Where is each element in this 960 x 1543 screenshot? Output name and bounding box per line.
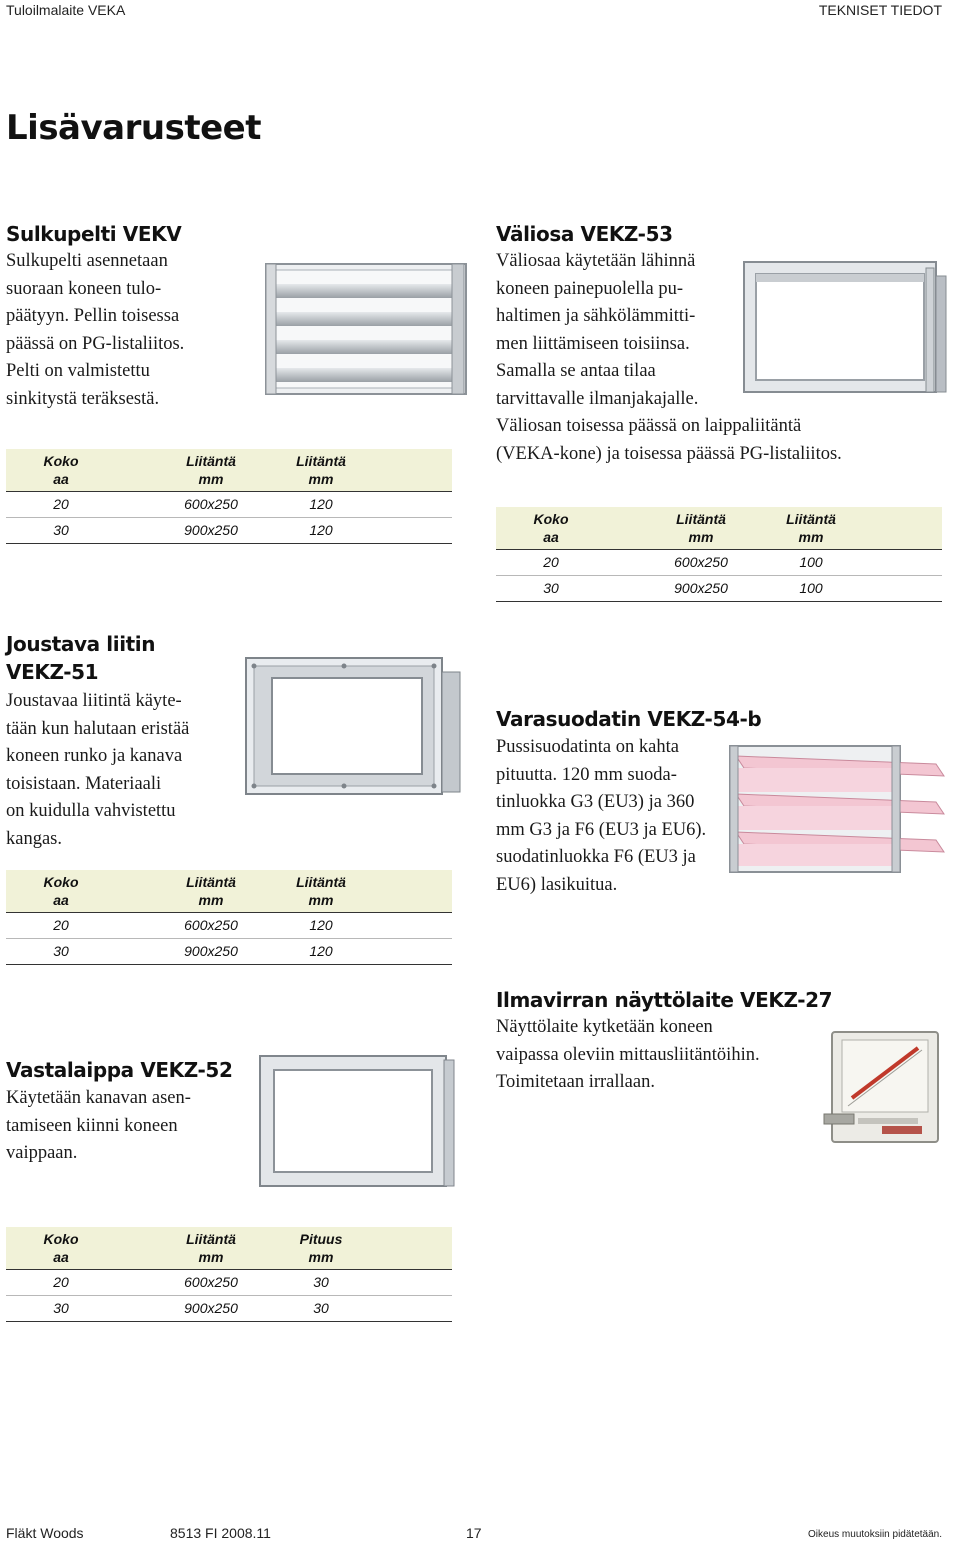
text-line: koneen runko ja kanava bbox=[6, 746, 183, 766]
section-text-vekz51 bbox=[6, 688, 189, 853]
table-header-spacer bbox=[376, 870, 452, 913]
section-title-vekz27: Ilmavirran näyttölaite VEKZ-27 bbox=[496, 988, 833, 1012]
text-line: tinluokka G3 (EU3) ja 360 bbox=[496, 792, 695, 812]
table-header-row bbox=[6, 449, 452, 492]
text-line: päässä on PG-listaliitos. bbox=[6, 333, 185, 354]
text-line: toisistaan. Materiaali bbox=[6, 773, 162, 794]
text-line: men liittämiseen toisiinsa. bbox=[496, 333, 690, 354]
footer-page-number: 17 bbox=[466, 1525, 482, 1541]
table-row: 30 900x250 120 bbox=[6, 518, 452, 544]
table-row: 30 900x250 120 bbox=[6, 939, 452, 965]
table-header: Liitäntä mm bbox=[156, 870, 266, 913]
text-line: Sulkupelti asennetaan bbox=[6, 251, 168, 271]
flexible-connector-image bbox=[242, 652, 464, 802]
text-line: Samalla se antaa tilaa bbox=[496, 361, 656, 381]
footer-note: Oikeus muutoksiin pidätetään. bbox=[808, 1529, 942, 1540]
table-header: Liitäntä mm bbox=[266, 449, 376, 492]
damper-image bbox=[262, 258, 474, 400]
table-header: Pituus mm bbox=[266, 1227, 376, 1270]
table-header-row bbox=[6, 1227, 452, 1270]
table-header: Kokoaa bbox=[496, 507, 646, 550]
table-header: Liitäntä mm bbox=[756, 507, 866, 550]
table-row: 20 600x250 30 bbox=[6, 1270, 452, 1296]
spec-table-vekv bbox=[6, 449, 452, 544]
table-row: 20 600x250 100 bbox=[496, 550, 942, 576]
table-header: Kokoaa bbox=[6, 449, 156, 492]
text-line: Pussisuodatinta on kahta bbox=[496, 737, 679, 757]
text-line: mm G3 ja F6 (EU3 ja EU6). bbox=[496, 819, 707, 840]
text-line: haltimen ja sähkölämmitti- bbox=[496, 306, 696, 326]
text-line: tamiseen kiinni koneen bbox=[6, 1115, 178, 1136]
table-header-spacer bbox=[376, 449, 452, 492]
spec-table-vekz51 bbox=[6, 870, 452, 965]
text-line: Väliosan toisessa päässä on laippaliitäntä bbox=[496, 416, 802, 436]
table-row: 30 900x250 30 bbox=[6, 1296, 452, 1322]
table-header: Liitäntä mm bbox=[156, 449, 266, 492]
text-line: EU6) lasikuitua. bbox=[496, 874, 618, 895]
text-line: pituutta. 120 mm suoda- bbox=[496, 764, 677, 785]
table-header-row bbox=[6, 870, 452, 913]
text-line: Pelti on valmistettu bbox=[6, 361, 150, 381]
text-line: Käytetään kanavan asen- bbox=[6, 1088, 191, 1108]
section-title-vekz52: Vastalaippa VEKZ-52 bbox=[6, 1058, 233, 1082]
text-line: päätyyn. Pellin toisessa bbox=[6, 306, 180, 326]
text-line: koneen painepuolella pu- bbox=[496, 278, 683, 299]
text-line: on kuidulla vahvistettu bbox=[6, 801, 176, 821]
text-line: Joustavaa liitintä käyte- bbox=[6, 691, 182, 711]
spec-table-vekz52 bbox=[6, 1227, 452, 1322]
text-line: sinkitystä teräksestä. bbox=[6, 388, 160, 409]
table-header-spacer bbox=[866, 507, 942, 550]
header-section-label: TEKNISET TIEDOT bbox=[818, 2, 942, 18]
table-header: Kokoaa bbox=[6, 870, 156, 913]
text-line: Toimitetaan irrallaan. bbox=[496, 1072, 655, 1092]
text-line: suoraan koneen tulo- bbox=[6, 278, 162, 299]
table-header: Liitäntä mm bbox=[156, 1227, 266, 1270]
section-text-vekz54b bbox=[496, 734, 706, 899]
header-doc-title: Tuloilmalaite VEKA bbox=[6, 2, 126, 18]
section-text-vekv bbox=[6, 248, 184, 413]
footer-company: Fläkt Woods bbox=[6, 1525, 84, 1541]
table-row: 30 900x250 100 bbox=[496, 576, 942, 602]
text-line: kangas. bbox=[6, 828, 62, 849]
section-title-vekz53: Väliosa VEKZ-53 bbox=[496, 222, 673, 246]
table-header: Liitäntä mm bbox=[646, 507, 756, 550]
text-line: Näyttölaite kytketään koneen bbox=[496, 1017, 713, 1037]
section-title-vekv: Sulkupelti VEKV bbox=[6, 222, 182, 246]
table-row: 20 600x250 120 bbox=[6, 913, 452, 939]
text-line: tarvittavalle ilmanjakajalle. bbox=[496, 388, 699, 409]
text-line: vaipassa oleviin mittausliitäntöihin. bbox=[496, 1044, 760, 1065]
page-title: Lisävarusteet bbox=[6, 108, 261, 148]
table-header-spacer bbox=[376, 1227, 452, 1270]
table-header: Kokoaa bbox=[6, 1227, 156, 1270]
section-title-vekz51: Joustava liitin VEKZ-51 bbox=[6, 632, 156, 684]
section-text-vekz52 bbox=[6, 1085, 191, 1168]
table-header: Liitäntä mm bbox=[266, 870, 376, 913]
table-header-row bbox=[496, 507, 942, 550]
text-line: tään kun halutaan eristää bbox=[6, 718, 190, 739]
section-text-vekz27 bbox=[496, 1014, 760, 1097]
intermediate-section-image bbox=[740, 258, 950, 400]
counter-flange-image bbox=[256, 1052, 458, 1192]
footer-doc-number: 8513 FI 2008.11 bbox=[170, 1525, 271, 1541]
table-row: 20 600x250 120 bbox=[6, 492, 452, 518]
bag-filter-image bbox=[726, 742, 950, 876]
airflow-indicator-image bbox=[822, 1028, 942, 1146]
section-title-vekz54b: Varasuodatin VEKZ-54-b bbox=[496, 707, 762, 731]
spec-table-vekz53 bbox=[496, 507, 942, 602]
text-line: suodatinluokka F6 (EU3 ja bbox=[496, 847, 696, 867]
text-line: Väliosaa käytetään lähinnä bbox=[496, 251, 696, 271]
text-line: (VEKA-kone) ja toisessa päässä PG-listaliitos. bbox=[496, 443, 842, 464]
text-line: vaippaan. bbox=[6, 1143, 78, 1163]
